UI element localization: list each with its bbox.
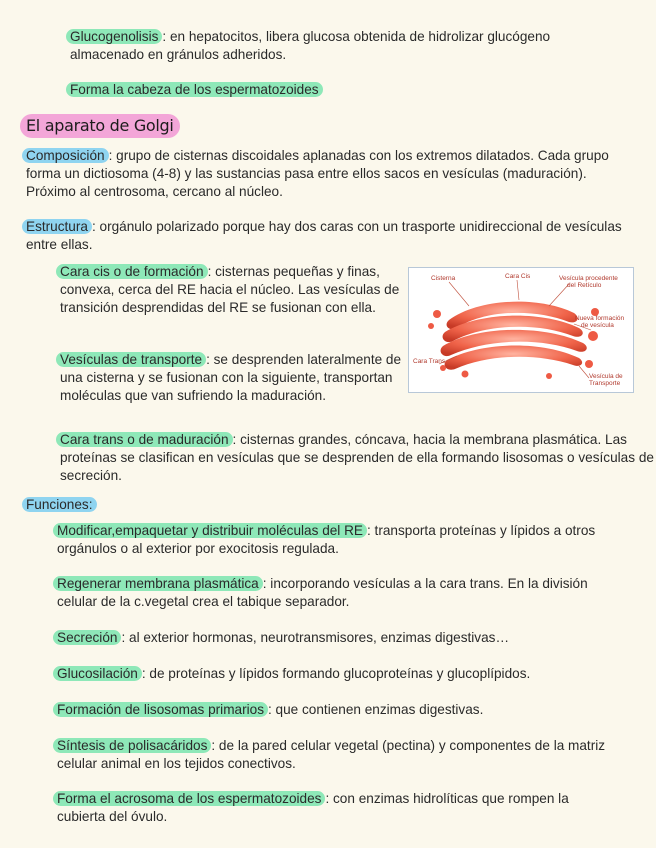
composicion-text: : grupo de cisternas discoidales aplanadas con los extremos dilatados. Cada grupo forma un dictiosoma (4-8) y las sustancias pasa entre ellos sacos en vesículas (maduración). Próximo al centrosoma, cercano al núcleo. [26, 148, 609, 199]
funcion-text: : incorporando vesículas a la cara trans. En la división celular de la c.vegetal crea el tabique separador. [57, 576, 588, 609]
label-vesicula-reticulo-1: Vesícula procedente [559, 275, 618, 282]
vesiculas-term: Vesículas de transporte [56, 352, 206, 367]
funcion-text: : con enzimas hidrolíticas que rompen la cubierta del óvulo. [57, 791, 569, 824]
funcion-item [57, 522, 632, 558]
funcion-text: : transporta proteínas y lípidos a otros orgánulos o al exterior por exocitosis regulada. [57, 523, 596, 556]
cara-trans-text: : cisternas grandes, cóncava, hacia la membrana plasmática. Las proteínas se clasifican en vesículas que se desprenden de ella formando lisosomas o vesículas de secreción. [60, 432, 654, 483]
glucogenolisis-text: : en hepatocitos, libera glucosa obtenida de hidrolizar glucógeno almacenado en gránulos adheridos. [70, 29, 551, 62]
funcion-text: : de la pared celular vegetal (pectina) y componentes de la matriz celular animal en los tejidos conectivos. [57, 738, 606, 771]
funcion-term: Forma el acrosoma de los espermatozoides [53, 791, 325, 806]
label-vesicula-reticulo-2: del Retículo [567, 282, 602, 289]
funciones-heading [26, 496, 97, 514]
funcion-text: : al exterior hormonas, neurotransmisores, enzimas digestivas… [121, 630, 510, 645]
glucogenolisis-term: Glucogenolisis [66, 29, 162, 44]
label-vesicula-transporte-2: Transporte [589, 380, 621, 387]
funcion-item [57, 701, 637, 719]
funcion-item [57, 790, 617, 826]
vesiculas-text: : se desprenden lateralmente de una cisterna y se fusionan con la siguiente, transportan moléculas que van sufriendo la maduración. [60, 352, 402, 403]
cara-cis-paragraph [60, 263, 400, 317]
estructura-paragraph [26, 218, 636, 254]
cara-trans-paragraph [60, 431, 655, 485]
estructura-term: Estructura [22, 219, 92, 234]
label-cara-cis: Cara Cis [505, 273, 531, 280]
cara-cis-text: : cisternas pequeñas y finas, convexa, cerca del RE hacia el núcleo. Las vesículas de transición desprendidas del RE se fusionan con ella. [60, 264, 400, 315]
label-cisterna: Cisterna [431, 275, 456, 282]
cabeza-paragraph [70, 81, 323, 99]
label-nueva-formacion-1: Nueva formación [575, 315, 625, 322]
funcion-text: : que contienen enzimas digestivas. [268, 702, 484, 717]
composicion-term: Composición [22, 148, 109, 163]
funcion-item [57, 575, 617, 611]
composicion-paragraph [26, 147, 636, 201]
funciones-term: Funciones: [22, 497, 97, 512]
funcion-item [57, 629, 637, 647]
funcion-term: Regenerar membrana plasmática [53, 576, 263, 591]
funcion-item [57, 665, 637, 683]
funcion-term: Modificar,empaquetar y distribuir moléculas del RE [53, 523, 367, 538]
label-nueva-formacion-2: de vesícula [581, 322, 614, 329]
funcion-text: : de proteínas y lípidos formando glucoproteínas y glucoplípidos. [141, 666, 531, 681]
cabeza-term: Forma la cabeza de los espermatozoides [66, 82, 323, 97]
section-title: El aparato de Golgi [20, 114, 180, 138]
estructura-text: : orgánulo polarizado porque hay dos caras con un trasporte unidireccional de vesículas entre ellas. [26, 219, 622, 252]
funcion-term: Formación de lisosomas primarios [53, 702, 268, 717]
vesiculas-paragraph [60, 351, 405, 405]
funcion-term: Síntesis de polisacáridos [53, 738, 211, 753]
funcion-item [57, 737, 627, 773]
label-cara-trans: Cara Trans [413, 358, 446, 365]
funcion-term: Secreción [53, 630, 121, 645]
cara-trans-term: Cara trans o de maduración [56, 432, 233, 447]
glucogenolisis-paragraph [70, 28, 610, 64]
label-vesicula-transporte-1: Vesícula de [589, 373, 623, 380]
cara-cis-term: Cara cis o de formación [56, 264, 208, 279]
funcion-term: Glucosilación [53, 666, 142, 681]
golgi-stack [441, 302, 587, 370]
golgi-diagram [408, 267, 634, 393]
